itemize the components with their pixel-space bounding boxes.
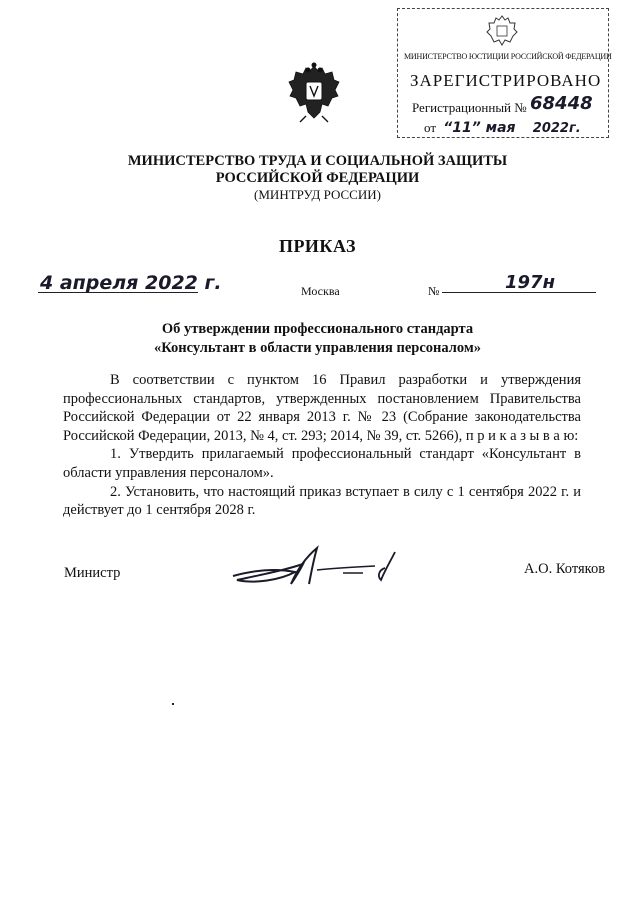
order-city: Москва: [301, 284, 340, 298]
state-emblem-icon: [286, 62, 342, 124]
handwritten-signature-icon: [225, 540, 410, 590]
stamp-date: [424, 120, 581, 136]
ministry-name: [60, 153, 575, 187]
order-date-underline: [38, 292, 198, 293]
order-title: ПРИКАЗ: [278, 236, 357, 256]
registration-stamp: [397, 8, 612, 138]
order-date: 4 апреля 2022 г.: [40, 272, 222, 294]
stamp-reg-number: 68448: [530, 93, 593, 114]
stamp-reg-number-label: Регистрационный №: [412, 100, 527, 115]
stamp-date-prefix: от: [424, 120, 437, 135]
body-paragraph-preamble: В соответствии с пунктом 16 Правил разработки и утверждения профессиональных стандартов, утвержденных постановлением Правительства Российской Федерации от 22 января 2013 г. № 23 (Собрание законодательства Российской Федерации, 2013, № 4, ст. 293; 2014, № 39, ст. 5266), п р и к а з ы в а ю:: [63, 372, 581, 444]
stamp-ministry-name: МИНИСТЕРСТВО ЮСТИЦИИ РОССИЙСКОЙ ФЕДЕРАЦИИ: [404, 52, 612, 61]
signatory-title: Министр: [64, 565, 121, 581]
ministry-name-line1: МИНИСТЕРСТВО ТРУДА И СОЦИАЛЬНОЙ ЗАЩИТЫ: [127, 153, 508, 169]
order-subject-line2: «Консультант в области управления персоналом»: [153, 340, 481, 356]
signatory-name: А.О. Котяков: [524, 561, 606, 577]
ministry-name-line2: РОССИЙСКОЙ ФЕДЕРАЦИИ: [215, 170, 420, 186]
body-paragraph-item-1: 1. Утвердить прилагаемый профессиональный стандарт «Консультант в области управления персоналом».: [63, 446, 581, 481]
ministry-short-name: (МИНТРУД РОССИИ): [254, 187, 381, 202]
stamp-date-year: 2022г.: [532, 121, 581, 136]
order-subject: [60, 320, 575, 358]
stamp-date-handwritten: “11” мая: [443, 120, 516, 136]
stamp-emblem-icon: [485, 13, 519, 47]
order-body: [63, 371, 581, 520]
scan-speck: [172, 703, 174, 705]
body-paragraph-item-2: 2. Установить, что настоящий приказ вступает в силу с 1 сентября 2022 г. и действует до 1 сентября 2028 г.: [63, 483, 581, 519]
order-number-label: №: [428, 284, 440, 298]
stamp-registered-label: ЗАРЕГИСТРИРОВАНО: [410, 71, 602, 90]
order-number: 197н: [505, 272, 556, 293]
order-subject-line1: Об утверждении профессионального стандарта: [161, 321, 474, 337]
